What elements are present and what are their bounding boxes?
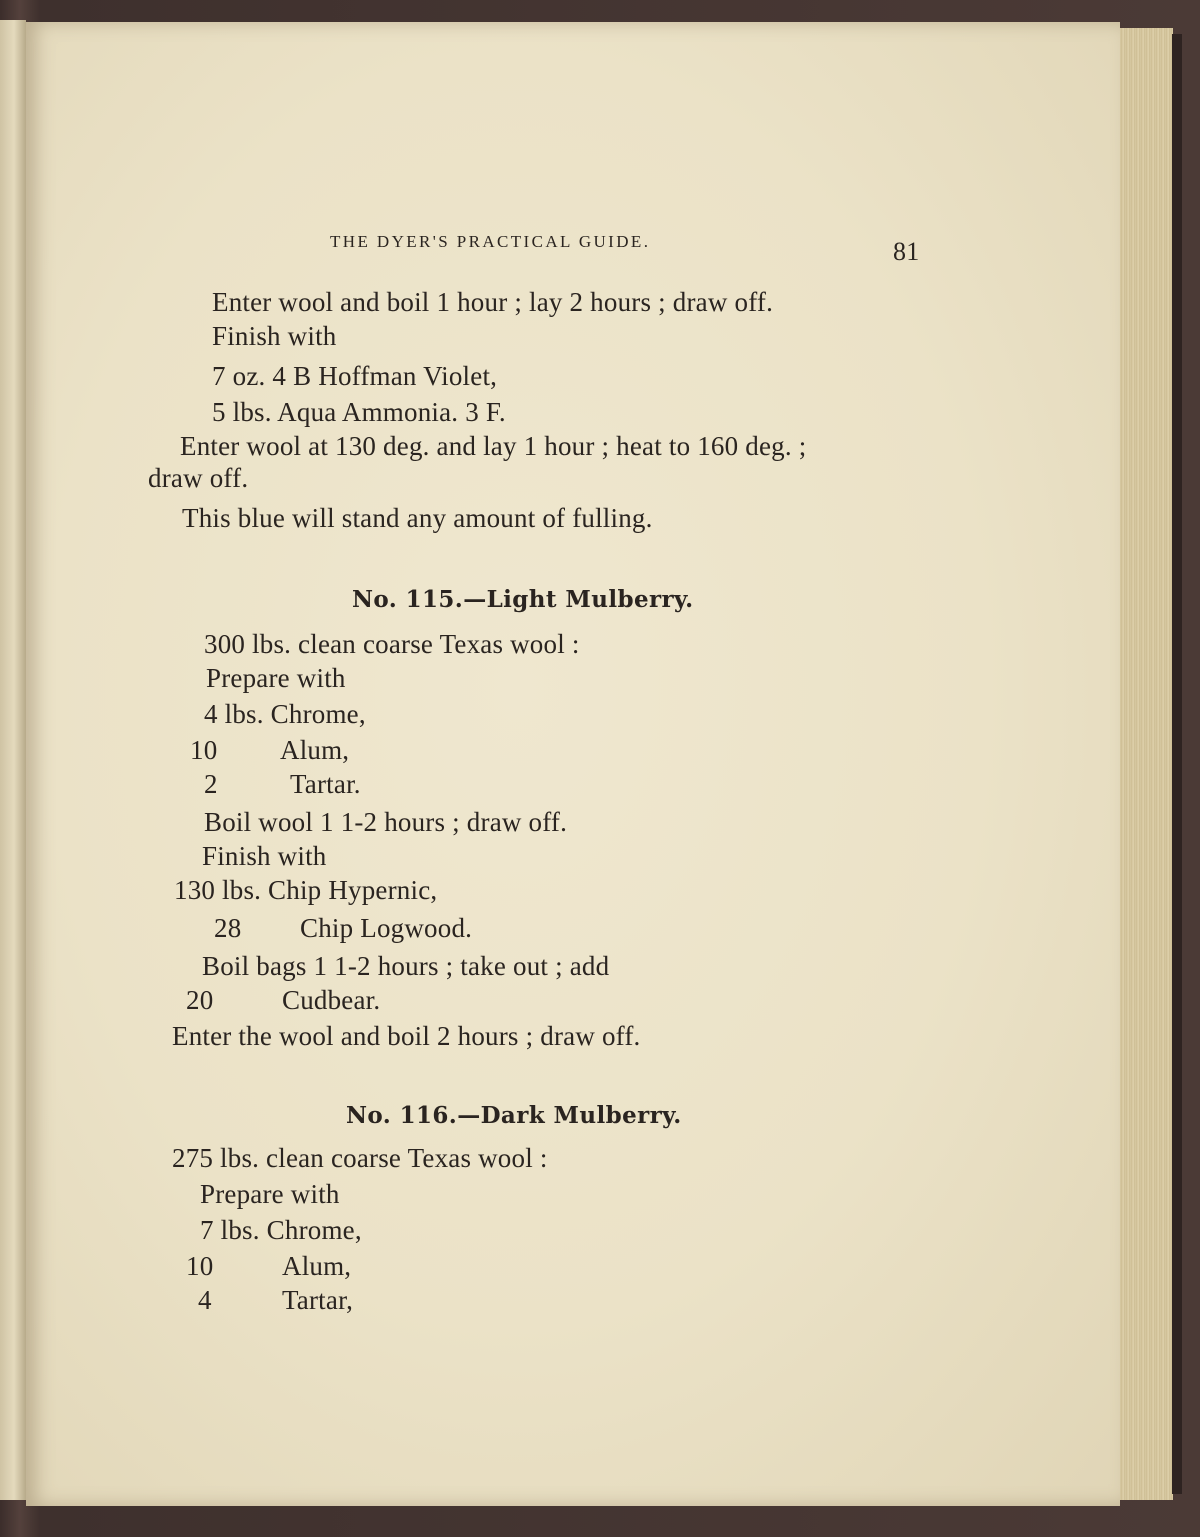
ingredient-line <box>186 1250 351 1282</box>
text-line: Finish with <box>212 321 337 351</box>
running-head: THE DYER'S PRACTICAL GUIDE. <box>330 232 651 251</box>
text-line: 4 lbs. Chrome, <box>204 699 366 729</box>
ingredient-name: Alum, <box>280 735 350 765</box>
text-line: Enter wool at 130 deg. and lay 1 hour ; heat to 160 deg. ; <box>180 431 807 461</box>
ingredient-line <box>198 1284 353 1316</box>
text-line: Prepare with <box>200 1179 340 1209</box>
text-line: 7 oz. 4 B Hoffman Violet, <box>212 361 498 391</box>
section-heading-116: No. 116.—Dark Mulberry. <box>346 1102 682 1129</box>
text-line: Boil bags 1 1-2 hours ; take out ; add <box>202 951 610 981</box>
text-line: 130 lbs. Chip Hypernic, <box>174 875 438 905</box>
text-line: 275 lbs. clean coarse Texas wool : <box>172 1143 548 1173</box>
ingredient-qty: 28 <box>214 913 242 943</box>
ingredient-qty: 2 <box>204 769 218 799</box>
ingredient-name: Alum, <box>282 1251 352 1281</box>
ingredient-qty: 20 <box>186 985 214 1015</box>
text-line: draw off. <box>148 463 249 493</box>
ingredient-line <box>204 768 361 800</box>
text-line: This blue will stand any amount of fulling. <box>182 503 653 533</box>
text-line: 5 lbs. Aqua Ammonia. 3 F. <box>212 397 506 427</box>
ingredient-name: Cudbear. <box>282 985 381 1015</box>
ingredient-qty: 10 <box>190 735 218 765</box>
text-line: Enter wool and boil 1 hour ; lay 2 hours ; draw off. <box>212 287 774 317</box>
section-heading-115: No. 115.—Light Mulberry. <box>352 586 694 613</box>
text-line: Boil wool 1 1-2 hours ; draw off. <box>204 807 568 837</box>
text-line: 300 lbs. clean coarse Texas wool : <box>204 629 580 659</box>
ingredient-name: Tartar. <box>290 769 361 799</box>
page-number: 81 <box>893 237 920 266</box>
ingredient-name: Chip Logwood. <box>300 913 473 943</box>
left-page-edge <box>0 20 26 1500</box>
text-line: Prepare with <box>206 663 346 693</box>
ingredient-name: Tartar, <box>282 1285 354 1315</box>
text-line: 7 lbs. Chrome, <box>200 1215 362 1245</box>
text-line: Enter the wool and boil 2 hours ; draw off. <box>172 1021 641 1051</box>
ingredient-qty: 4 <box>198 1285 212 1315</box>
ingredient-line <box>186 984 380 1016</box>
ingredient-qty: 10 <box>186 1251 214 1281</box>
text-line: Finish with <box>202 841 327 871</box>
ingredient-line <box>190 734 349 766</box>
page-block-shadow <box>1172 34 1182 1494</box>
ingredient-line <box>214 912 472 944</box>
